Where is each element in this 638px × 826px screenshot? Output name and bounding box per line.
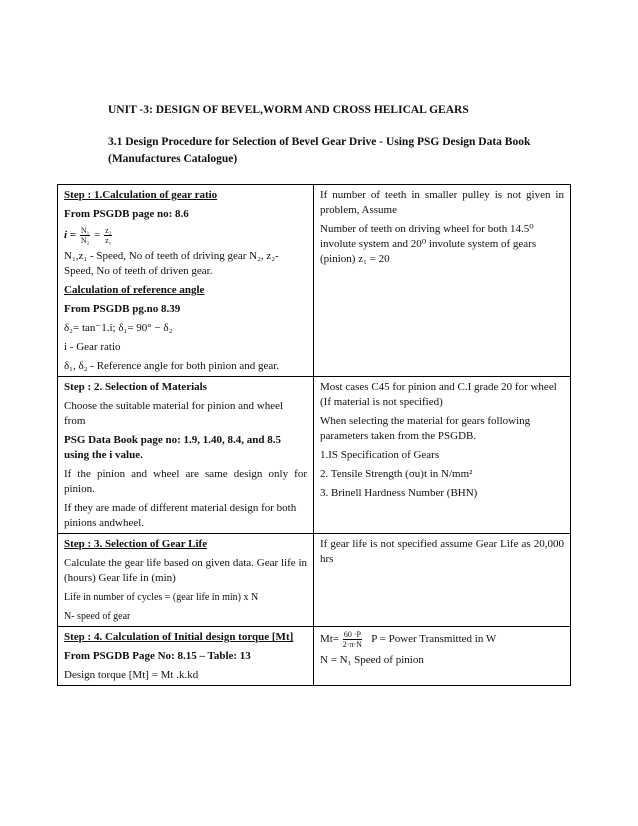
frac-numerator: z₂ [105, 226, 112, 235]
step3-text-2: Life in number of cycles = (gear life in min) x N [64, 592, 259, 603]
step2-row [58, 377, 571, 534]
step2-text-3: If they are made of different material design for both pinions andwheel. [64, 502, 297, 529]
speed-def: N = N₁ Speed of pinion [320, 654, 424, 666]
frac-denominator: N₂ [80, 236, 90, 245]
reference-angle-def: δ₁, δ₂ - Reference angle for both pinion and gear. [64, 360, 280, 372]
frac-numerator: N₁ [80, 226, 90, 235]
gear-ratio-formula [64, 226, 307, 245]
step1-note-2: Number of teeth on driving wheel for both 14.5⁰ involute system and 20⁰ involute system of gears (pinion) z₁ = 20 [320, 223, 537, 265]
fraction-n1-n2 [80, 226, 91, 245]
section-subheading: 3.1 Design Procedure for Selection of Bevel Gear Drive - Using PSG Design Data Book (Manufactures Catalogue) [108, 136, 531, 165]
step2-right-cell [314, 377, 571, 534]
step1-definition: N₁,z₁ - Speed, No of teeth of driving gear N₂, z₂- Speed, No of teeth of driven gear. [64, 250, 279, 277]
step3-title: Step : 3. Selection of Gear Life [64, 538, 208, 550]
step4-reference: From PSGDB Page No: 8.15 – Table: 13 [64, 650, 251, 662]
step1-left-cell [58, 185, 314, 377]
step3-left-cell [58, 534, 314, 627]
step2-note-1: Most cases C45 for pinion and C.I grade 20 for wheel (If material is not specified) [320, 381, 557, 408]
torque-formula [320, 630, 564, 649]
step2-reference: PSG Data Book page no: 1.9, 1.40, 8.4, and 8.5 using the i value. [64, 434, 281, 461]
step2-title: Step : 2. Selection of Materials [64, 381, 207, 393]
step1-reference: From PSGDB page no: 8.6 [64, 208, 189, 220]
step4-left-cell [58, 627, 314, 686]
unit-heading: UNIT -3: DESIGN OF BEVEL,WORM AND CROSS HELICAL GEARS [108, 104, 469, 116]
step3-note: If gear life is not specified assume Gear Life as 20,000 hrs [320, 538, 564, 565]
step3-row [58, 534, 571, 627]
frac-denominator: 2·π·N [342, 640, 362, 649]
step2-list-item: 2. Tensile Strength (σu)t in N/mm² [320, 468, 473, 480]
step2-list-item: 3. Brinell Hardness Number (BHN) [320, 487, 478, 499]
torque-fraction [343, 630, 362, 649]
step4-title: Step : 4. Calculation of Initial design torque [Mt] [64, 631, 294, 643]
power-def: P = Power Transmitted in W [371, 633, 497, 646]
step4-right-cell [314, 627, 571, 686]
step2-left-cell [58, 377, 314, 534]
fraction-z2-z1 [104, 226, 112, 245]
step2-text-1: Choose the suitable material for pinion and wheel from [64, 400, 284, 427]
step1-right-cell [314, 185, 571, 377]
step1-note-1: If number of teeth in smaller pulley is not given in problem, Assume [320, 189, 564, 216]
step1-reference-2: From PSGDB pg.no 8.39 [64, 303, 181, 315]
step3-right-cell [314, 534, 571, 627]
step3-text-1: Calculate the gear life based on given data. Gear life in (hours) Gear life in (min) [64, 557, 307, 584]
step2-note-2: When selecting the material for gears following parameters taken from the PSGDB. [320, 415, 531, 442]
reference-angle-title: Calculation of reference angle [64, 284, 205, 296]
step2-text-2: If the pinion and wheel are same design only for pinion. [64, 468, 307, 495]
equals-sign: = [94, 229, 101, 242]
frac-denominator: z₁ [105, 236, 112, 245]
gear-ratio-def: i - Gear ratio [64, 341, 121, 353]
step1-title: Step : 1.Calculation of gear ratio [64, 189, 218, 201]
torque-lhs: Mt= [320, 633, 340, 646]
step1-row [58, 185, 571, 377]
step4-row [58, 627, 571, 686]
reference-angle-formula: δ₂= tan⁻1.i; δ₁= 90° − δ₂ [64, 322, 173, 334]
formula-lhs: i = [64, 229, 77, 242]
frac-numerator: 60 ·P [343, 630, 361, 639]
step2-list-item: 1.IS Specification of Gears [320, 449, 440, 461]
design-torque-formula: Design torque [Mt] = Mt .k.kd [64, 669, 199, 681]
step3-text-3: N- speed of gear [64, 611, 131, 622]
design-procedure-table [57, 184, 571, 686]
